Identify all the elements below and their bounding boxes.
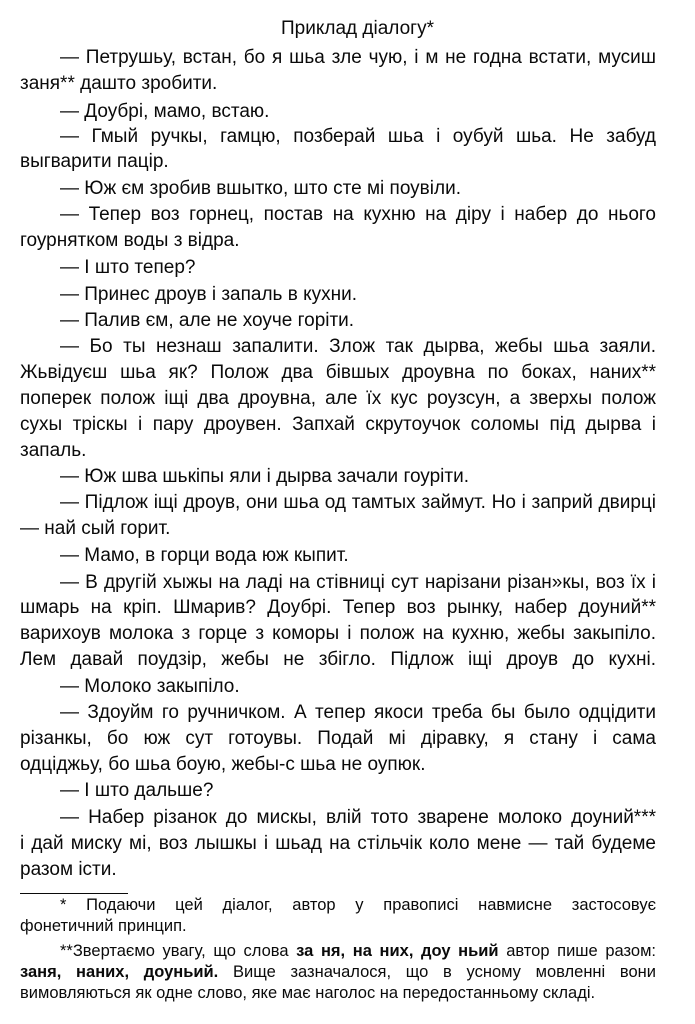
footnote-1-line: * Подаючи цей діалог, автор у правописі навмисне застосовує: [60, 896, 656, 914]
footnote-2-line: вимовляються як одне слово, яке має наголос на передостанньому складі.: [20, 984, 596, 1002]
text-line: — Тепер воз горнец, постав на кухню на діру і набер до нього: [60, 204, 656, 225]
footnote-2-text: автор пише разом:: [498, 942, 657, 960]
text-line: — Бо ты незнаш запалити. Злож так дырва, жебы шьа заяли.: [60, 336, 656, 357]
text-line: гоурнятком воды з відра.: [20, 230, 240, 251]
text-line: разом істи.: [20, 859, 117, 880]
text-line: різанкы, бо юж сут готоувы. Подай мі діравку, я стану і сама: [20, 728, 656, 749]
text-line: — Юж шва шькіпы яли і дырва зачали гоуріти.: [60, 466, 469, 487]
text-line: выгварити пацір.: [20, 151, 169, 172]
footnote-2-text: Вище зазначалося, що в усному мовленні вони: [218, 963, 656, 981]
text-line: — Петрушьу, встан, бо я шьа зле чую, і м не годна встати, мусиш: [60, 47, 656, 68]
text-line: — Молоко закыпіло.: [60, 676, 240, 697]
text-line: варихоув молока з горце з коморы і полож на кухню, жебы закыпіло.: [20, 623, 656, 644]
footnote-2-text: **Звертаємо увагу, що слова: [60, 942, 297, 960]
text-line: запаль.: [20, 440, 87, 461]
text-line: поперек полож іщі два дроувна, але їх кус роузсун, а зверхы полож: [20, 388, 656, 409]
text-line: — Доубрі, мамо, встаю.: [60, 101, 270, 122]
text-line: — Підлож іщі дроув, они шьа од тамтых займут. Но і заприй двирці: [60, 492, 656, 513]
footnote-2-bold-words: за ня, на них, доу ньий: [296, 942, 499, 960]
text-line: заня** дашто зробити.: [20, 73, 218, 94]
text-line: одціджьу, бо шьа боую, жебы-с шьа не оупюк.: [20, 754, 426, 775]
page-title: Приклад діалогу*: [281, 18, 434, 39]
text-line: шмарь на кріп. Шмарив? Доубрі. Тепер воз рынку, набер доуний**: [20, 597, 656, 618]
text-line: — Здоуйм го ручничком. А тепер якоси треба бы было одцідити: [60, 702, 656, 723]
text-line: Жьвідуєш шьа як? Полож два бівшых дроувна по боках, наних**: [20, 362, 656, 383]
text-line: — І што дальше?: [60, 780, 214, 801]
text-line: — Юж єм зробив вшытко, што сте мі поувіли.: [60, 178, 461, 199]
text-line: — В другій хыжы на ладі на стівниці сут нарізани різан»кы, воз їх і: [60, 572, 656, 593]
text-line: — най сый горит.: [20, 518, 171, 539]
text-line: сухы тріскы і пару дроувен. Запхай скрутоучок соломы під дырва і: [20, 414, 656, 435]
text-line: — І што тепер?: [60, 257, 196, 278]
text-line: — Палив єм, але не хоуче горіти.: [60, 310, 355, 331]
text-line: — Набер різанок до мискы, влій тото зварене молоко доуний***: [60, 807, 656, 828]
text-line: — Мамо, в горци вода юж кыпит.: [60, 545, 349, 566]
footnote-2-bold-words: заня, наних, доуньий.: [20, 963, 219, 981]
text-line: Лем давай поудзір, жебы не збігло. Підлож іщі дроув до кухні.: [20, 649, 656, 670]
footnote-1-line: фонетичний принцип.: [20, 917, 187, 935]
text-line: і дай миску мі, воз лышкы і шьад на стільчік коло мене — тай будеме: [20, 833, 656, 854]
text-line: — Принес дроув і запаль в кухни.: [60, 284, 358, 305]
text-line: — Гмый ручкы, гамцю, позберай шьа і оубуй шьа. Не забуд: [60, 126, 656, 147]
